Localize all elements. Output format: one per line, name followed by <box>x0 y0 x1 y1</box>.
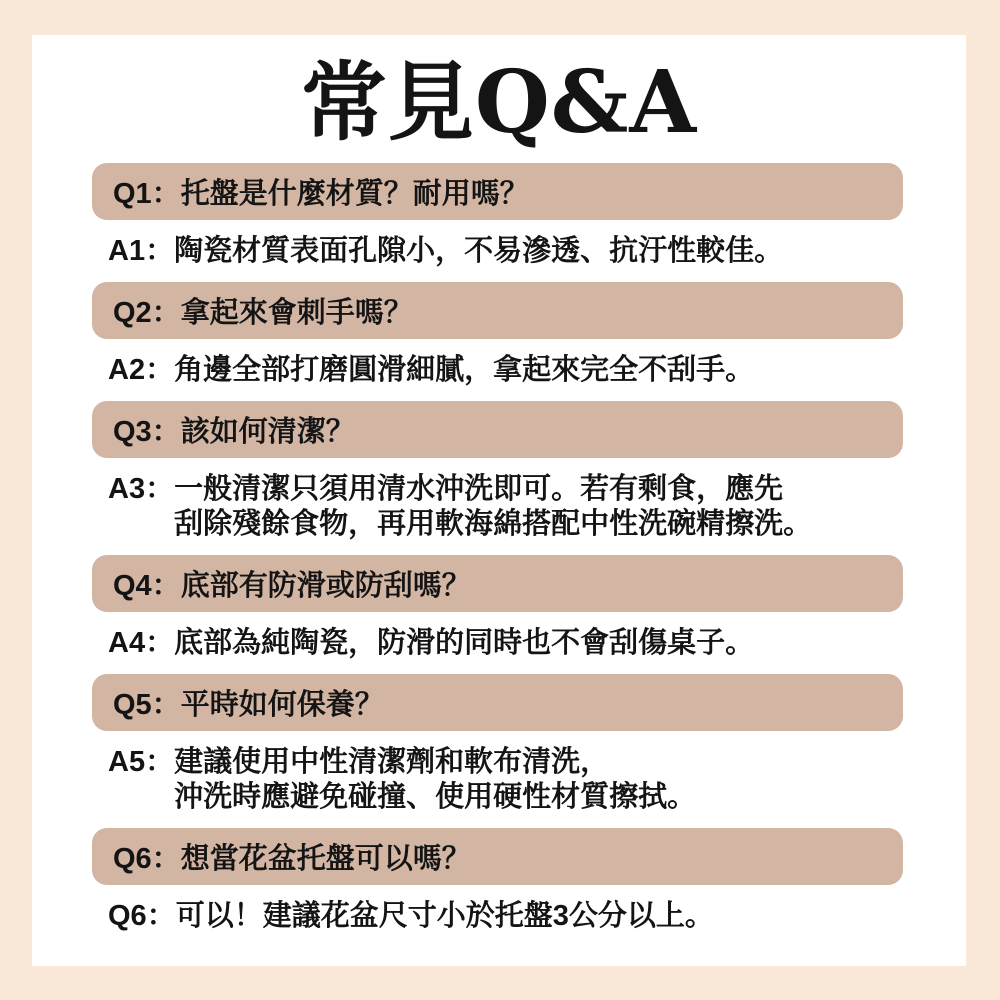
faq-item <box>32 401 966 542</box>
faq-item <box>32 674 966 815</box>
answer-label: A1： <box>108 235 175 267</box>
answer-row <box>108 899 936 934</box>
answer-text <box>174 353 936 388</box>
answer-row <box>108 472 936 542</box>
answer-row <box>108 353 936 388</box>
question-text: 底部有防滑或防刮嗎？ <box>180 570 471 602</box>
question-label: Q3： <box>113 416 181 448</box>
answer-line: 角邊全部打磨圓滑細膩，拿起來完全不刮手。 <box>174 354 755 386</box>
answer-line: 沖洗時應避免碰撞、使用硬性材質擦拭。 <box>174 781 697 813</box>
content-card <box>32 35 966 966</box>
question-text: 該如何清潔？ <box>180 416 355 448</box>
answer-label: A3： <box>108 473 175 505</box>
answer-label: A2： <box>108 354 175 386</box>
question-text: 平時如何保養？ <box>180 689 384 721</box>
answer-label: Q6： <box>108 900 176 932</box>
question-text: 想當花盆托盤可以嗎？ <box>180 843 471 875</box>
question-text: 拿起來會刺手嗎？ <box>180 297 413 329</box>
answer-line: 可以！建議花盆尺寸小於托盤3公分以上。 <box>175 900 714 932</box>
question-bar <box>92 401 903 458</box>
question-bar <box>92 282 903 339</box>
page-title: 常見Q&A <box>300 52 698 153</box>
question-label: Q2： <box>113 297 181 329</box>
answer-row <box>108 234 936 269</box>
answer-text <box>174 234 936 269</box>
answer-label: A5： <box>108 746 175 778</box>
answer-text <box>176 899 936 934</box>
question-bar <box>92 828 903 885</box>
answer-line: 建議使用中性清潔劑和軟布清洗， <box>174 746 610 778</box>
answer-row <box>108 626 936 661</box>
answer-text <box>174 626 936 661</box>
question-text: 托盤是什麼材質？耐用嗎？ <box>180 178 529 210</box>
answer-line: 刮除殘餘食物，再用軟海綿搭配中性洗碗精擦洗。 <box>174 508 813 540</box>
question-label: Q4： <box>113 570 181 602</box>
question-label: Q5： <box>113 689 181 721</box>
question-bar <box>92 163 903 220</box>
question-bar <box>92 555 903 612</box>
answer-line: 一般清潔只須用清水沖洗即可。若有剩食，應先 <box>174 473 784 505</box>
question-label: Q6： <box>113 843 181 875</box>
answer-text <box>174 745 936 815</box>
faq-item <box>32 163 966 269</box>
question-bar <box>92 674 903 731</box>
faq-list <box>32 163 966 934</box>
answer-text <box>174 472 936 542</box>
question-label: Q1： <box>113 178 181 210</box>
faq-item <box>32 282 966 388</box>
answer-label: A4： <box>108 627 175 659</box>
answer-row <box>108 745 936 815</box>
faq-item <box>32 828 966 934</box>
faq-item <box>32 555 966 661</box>
answer-line: 底部為純陶瓷，防滑的同時也不會刮傷桌子。 <box>174 627 755 659</box>
answer-line: 陶瓷材質表面孔隙小，不易滲透、抗汙性較佳。 <box>174 235 784 267</box>
